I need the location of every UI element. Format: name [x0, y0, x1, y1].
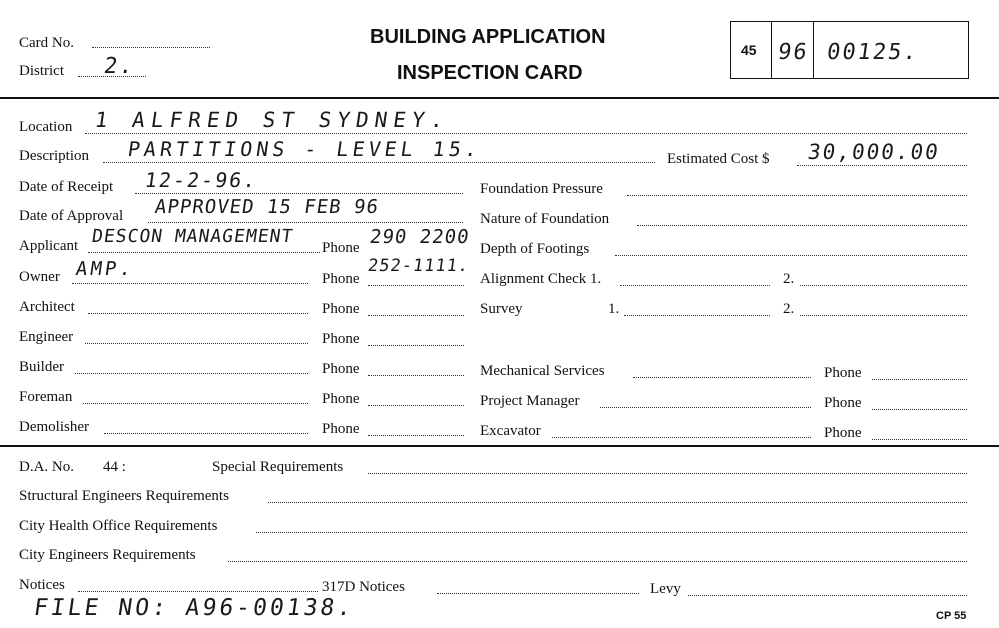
description-label: Description	[19, 148, 89, 164]
section-divider	[0, 445, 999, 447]
depth-footings-field[interactable]	[615, 255, 967, 256]
nature-foundation-label: Nature of Foundation	[480, 211, 610, 227]
owner-phone-label: Phone	[322, 271, 360, 287]
date-approval-field[interactable]	[148, 222, 463, 223]
builder-phone-label: Phone	[322, 361, 360, 377]
survey-1-field[interactable]	[624, 315, 770, 316]
demolisher-phone-label: Phone	[322, 421, 360, 437]
special-requirements-label: Special Requirements	[212, 459, 344, 475]
nature-foundation-field[interactable]	[637, 225, 967, 226]
foreman-phone-field[interactable]	[368, 405, 464, 406]
project-manager-phone-label: Phone	[824, 395, 862, 411]
card-no-label: Card No.	[19, 35, 74, 51]
date-approval-value: APPROVED 15 FEB 96	[153, 196, 381, 218]
builder-field[interactable]	[75, 373, 308, 374]
engineer-label: Engineer	[19, 329, 74, 345]
survey-1-label: 1.	[608, 301, 620, 317]
builder-label: Builder	[19, 359, 64, 375]
builder-phone-field[interactable]	[368, 375, 464, 376]
demolisher-field[interactable]	[104, 433, 308, 434]
project-manager-field[interactable]	[600, 407, 811, 408]
applicant-phone-value: 290 2200	[368, 226, 472, 248]
district-value: 2.	[102, 54, 137, 79]
date-receipt-value: 12-2-96.	[143, 168, 260, 192]
mechanical-services-field[interactable]	[633, 377, 811, 378]
date-receipt-label: Date of Receipt	[19, 179, 114, 195]
project-manager-label: Project Manager	[480, 393, 580, 409]
estimated-cost-field[interactable]	[797, 165, 967, 166]
form-code: CP 55	[936, 610, 967, 622]
card-no-field[interactable]	[92, 47, 210, 48]
survey-label: Survey	[480, 301, 523, 317]
foreman-phone-label: Phone	[322, 391, 360, 407]
architect-phone-field[interactable]	[368, 315, 464, 316]
notices-label: Notices	[19, 577, 65, 593]
demolisher-label: Demolisher	[19, 419, 89, 435]
application-number-year: 96	[776, 40, 811, 65]
depth-footings-label: Depth of Footings	[480, 241, 590, 257]
project-manager-phone-field[interactable]	[872, 409, 967, 410]
foundation-pressure-label: Foundation Pressure	[480, 181, 603, 197]
description-field[interactable]	[103, 162, 655, 163]
application-number-serial: 00125.	[825, 40, 921, 65]
date-approval-label: Date of Approval	[19, 208, 124, 224]
da-no-label: D.A. No.	[19, 459, 74, 475]
demolisher-phone-field[interactable]	[368, 435, 464, 436]
notices-317d-field[interactable]	[437, 593, 639, 594]
structural-requirements-field[interactable]	[268, 502, 967, 503]
location-label: Location	[19, 119, 73, 135]
owner-field[interactable]	[72, 283, 308, 284]
alignment-check-1-field[interactable]	[620, 285, 770, 286]
application-number-box	[730, 21, 969, 79]
architect-label: Architect	[19, 299, 75, 315]
excavator-field[interactable]	[552, 437, 811, 438]
alignment-check-label: Alignment Check 1.	[480, 271, 602, 287]
mechanical-services-label: Mechanical Services	[480, 363, 605, 379]
foundation-pressure-field[interactable]	[627, 195, 967, 196]
survey-2-field[interactable]	[800, 315, 967, 316]
mechanical-phone-field[interactable]	[872, 379, 967, 380]
survey-2-label: 2.	[783, 301, 795, 317]
form-title-line2: INSPECTION CARD	[397, 62, 583, 84]
mechanical-phone-label: Phone	[824, 365, 862, 381]
description-value: PARTITIONS - LEVEL 15.	[126, 137, 483, 161]
notices-317d-label: 317D Notices	[322, 579, 405, 595]
applicant-phone-label: Phone	[322, 240, 360, 256]
owner-label: Owner	[19, 269, 60, 285]
applicant-label: Applicant	[19, 238, 79, 254]
engineer-phone-field[interactable]	[368, 345, 464, 346]
special-requirements-field[interactable]	[368, 473, 967, 474]
file-number-note: FILE NO: A96-00138.	[32, 595, 356, 621]
estimated-cost-value: 30,000.00	[806, 140, 942, 164]
estimated-cost-label: Estimated Cost $	[667, 151, 770, 167]
health-requirements-field[interactable]	[256, 532, 967, 533]
applicant-value: DESCON MANAGEMENT	[90, 226, 295, 247]
foreman-label: Foreman	[19, 389, 73, 405]
da-no-value: 44 :	[103, 459, 126, 475]
city-engineers-requirements-field[interactable]	[228, 561, 967, 562]
header-divider	[0, 97, 999, 99]
architect-phone-label: Phone	[322, 301, 360, 317]
engineer-field[interactable]	[85, 343, 308, 344]
levy-field[interactable]	[688, 595, 967, 596]
excavator-phone-label: Phone	[824, 425, 862, 441]
application-number-prefix: 45	[741, 42, 757, 58]
levy-label: Levy	[650, 581, 681, 597]
alignment-check-2-label: 2.	[783, 271, 795, 287]
owner-phone-value: 252-1111.	[366, 256, 471, 276]
notices-field[interactable]	[78, 591, 318, 592]
district-label: District	[19, 63, 64, 79]
excavator-label: Excavator	[480, 423, 541, 439]
date-receipt-field[interactable]	[135, 193, 463, 194]
location-field[interactable]	[85, 133, 967, 134]
alignment-check-2-field[interactable]	[800, 285, 967, 286]
location-value: 1 ALFRED ST SYDNEY.	[93, 108, 451, 132]
city-engineers-requirements-label: City Engineers Requirements	[19, 547, 196, 563]
architect-field[interactable]	[88, 313, 308, 314]
applicant-field[interactable]	[88, 252, 320, 253]
health-requirements-label: City Health Office Requirements	[19, 518, 218, 534]
engineer-phone-label: Phone	[322, 331, 360, 347]
form-title-line1: BUILDING APPLICATION	[370, 26, 606, 48]
excavator-phone-field[interactable]	[872, 439, 967, 440]
owner-phone-field[interactable]	[368, 285, 464, 286]
foreman-field[interactable]	[83, 403, 308, 404]
structural-requirements-label: Structural Engineers Requirements	[19, 488, 229, 504]
owner-value: AMP.	[74, 258, 136, 280]
